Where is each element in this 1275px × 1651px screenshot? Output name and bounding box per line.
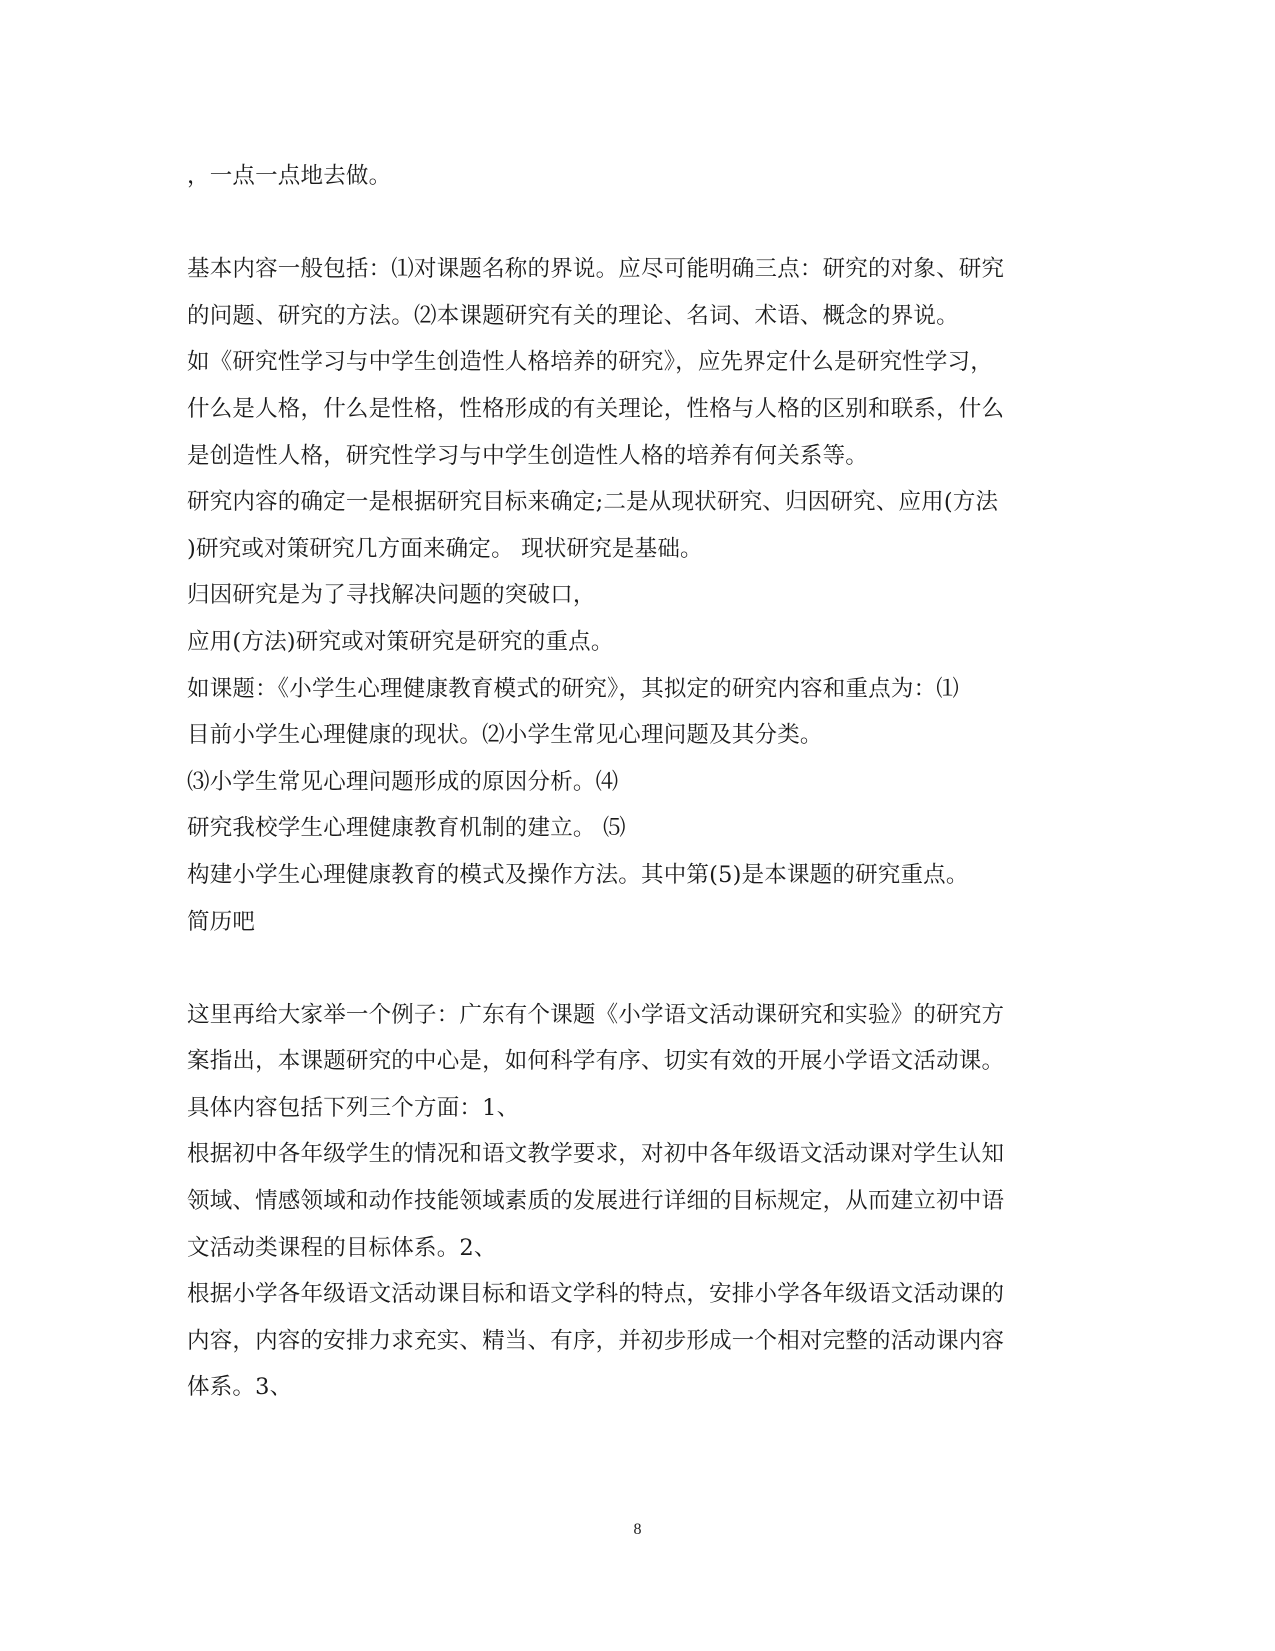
text-line: 这里再给大家举一个例子：广东有个课题《小学语文活动课研究和实验》的研究方 [187, 1001, 1005, 1028]
document-body [187, 153, 1092, 1411]
text-line: 归因研究是为了寻找解决问题的突破口， [187, 582, 596, 609]
text-line: 如课题：《小学生心理健康教育模式的研究》，其拟定的研究内容和重点为：⑴ [187, 675, 960, 702]
text-line: 是创造性人格，研究性学习与中学生创造性人格的培养有何关系等。 [187, 442, 869, 469]
text-line: 研究我校学生心理健康教育机制的建立。 ⑸ [187, 815, 626, 842]
text-line: 构建小学生心理健康教育的模式及操作方法。其中第(5)是本课题的研究重点。 [187, 861, 969, 888]
text-line: 应用(方法)研究或对策研究是研究的重点。 [187, 628, 614, 655]
text-line: 领域、情感领域和动作技能领域素质的发展进行详细的目标规定，从而建立初中语 [187, 1188, 1005, 1215]
text-line: 的问题、研究的方法。⑵本课题研究有关的理论、名词、术语、概念的界说。 [187, 302, 959, 329]
text-line: 什么是人格，什么是性格，性格形成的有关理论，性格与人格的区别和联系，什么 [187, 395, 1005, 422]
page-number: 8 [633, 1521, 642, 1538]
text-line: 根据初中各年级学生的情况和语文教学要求，对初中各年级语文活动课对学生认知 [187, 1141, 1005, 1168]
text-line: 如《研究性学习与中学生创造性人格培养的研究》，应先界定什么是研究性学习， [187, 349, 993, 376]
text-line: 案指出，本课题研究的中心是，如何科学有序、切实有效的开展小学语文活动课。 [187, 1048, 1005, 1075]
text-line: 根据小学各年级语文活动课目标和语文学科的特点，安排小学各年级语文活动课的 [187, 1281, 1005, 1308]
text-line: 内容，内容的安排力求充实、精当、有序，并初步形成一个相对完整的活动课内容 [187, 1327, 1005, 1354]
blank-line [187, 200, 1092, 247]
text-line: 基本内容一般包括：⑴对课题名称的界说。应尽可能明确三点：研究的对象、研究 [187, 256, 1005, 283]
text-line: 研究内容的确定一是根据研究目标来确定;二是从现状研究、归因研究、应用(方法 [187, 489, 999, 516]
text-line: 文活动类课程的目标体系。2、 [187, 1234, 497, 1261]
text-line: ，一点一点地去做。 [187, 163, 392, 189]
blank-line [187, 945, 1092, 992]
text-line: )研究或对策研究几方面来确定。 现状研究是基础。 [187, 535, 703, 562]
text-line: 目前小学生心理健康的现状。⑵小学生常见心理问题及其分类。 [187, 722, 823, 749]
text-line: 具体内容包括下列三个方面：1、 [187, 1094, 520, 1121]
text-line: 体系。3、 [187, 1374, 293, 1401]
text-line: 简历吧 [187, 908, 256, 935]
text-line: ⑶小学生常见心理问题形成的原因分析。⑷ [187, 768, 619, 795]
